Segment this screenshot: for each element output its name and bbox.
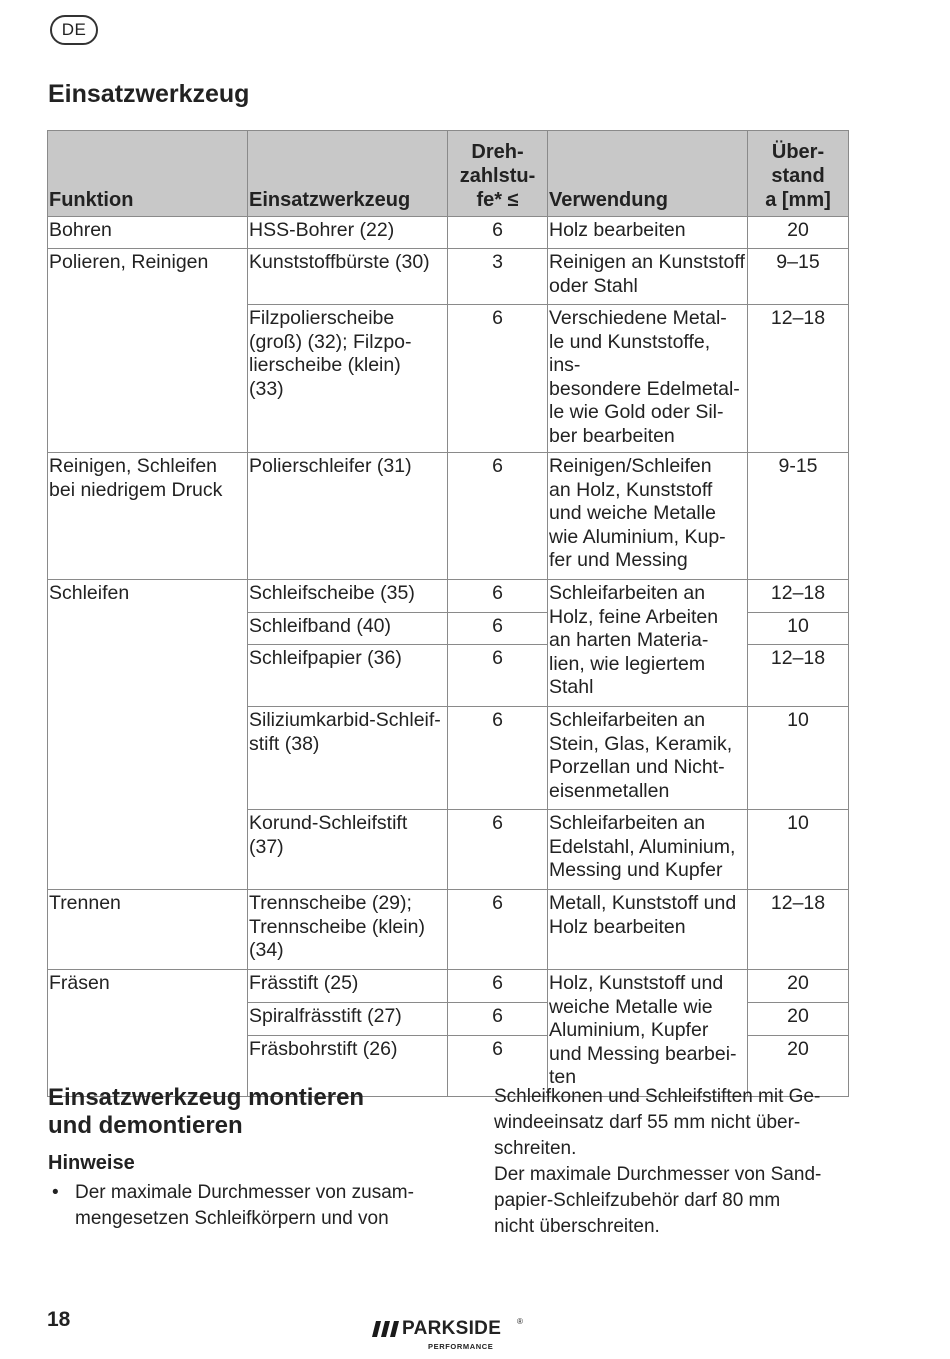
cell-ueberstand: 12–18 [748, 580, 849, 613]
cell-funktion: Schleifen [48, 580, 248, 890]
tool-table [47, 130, 849, 1097]
cell-werkzeug: Kunststoffbürste (30) [248, 249, 448, 305]
bullet-icon: • [52, 1182, 59, 1203]
hint-paragraph-1: Schleifkonen und Schleifstiften mit Ge- windeeinsatz darf 55 mm nicht über- schreiten. [494, 1086, 821, 1159]
cell-ueberstand: 20 [748, 1036, 849, 1097]
cell-funktion: Reinigen, Schleifen bei niedrigem Druck [48, 453, 248, 580]
cell-stufe: 6 [448, 217, 548, 249]
cell-verwendung: Holz, Kunststoff und weiche Metalle wie Aluminium, Kupfer und Messing bearbei- ten [548, 970, 748, 1097]
header-einsatzwerkzeug: Einsatzwerkzeug [248, 131, 448, 217]
cell-stufe: 6 [448, 810, 548, 890]
header-drehzahlstufe: Dreh- zahlstu- fe* ≤ [448, 131, 548, 217]
section-title: Einsatzwerkzeug montieren und demontieren [48, 1084, 365, 1139]
cell-stufe: 6 [448, 453, 548, 580]
table-row [48, 249, 849, 305]
cell-verwendung: Schleifarbeiten an Stein, Glas, Keramik, Porzellan und Nicht- eisenmetallen [548, 707, 748, 810]
cell-funktion: Bohren [48, 217, 248, 249]
cell-ueberstand: 20 [748, 217, 849, 249]
cell-stufe: 6 [448, 707, 548, 810]
brand-name: PARKSIDE [402, 1318, 502, 1339]
hint-paragraph-2: Der maximale Durchmesser von Sand- papier-Schleifzubehör darf 80 mm nicht überschreiten. [494, 1164, 822, 1237]
cell-funktion: Trennen [48, 890, 248, 970]
header-verwendung: Verwendung [548, 131, 748, 217]
cell-werkzeug: Siliziumkarbid-Schleif- stift (38) [248, 707, 448, 810]
cell-werkzeug: Schleifband (40) [248, 613, 448, 645]
cell-stufe: 6 [448, 970, 548, 1003]
cell-stufe: 3 [448, 249, 548, 305]
cell-werkzeug: Korund-Schleifstift (37) [248, 810, 448, 890]
hints-heading: Hinweise [48, 1152, 135, 1174]
logo-stripes-icon [372, 1321, 400, 1337]
cell-ueberstand: 12–18 [748, 305, 849, 453]
list-item [48, 1180, 438, 1232]
page-title: Einsatzwerkzeug [48, 80, 250, 108]
cell-verwendung: Verschiedene Metal- le und Kunststoffe, ins- besondere Edelmetal- le wie Gold oder Sil- ber bearbeiten [548, 305, 748, 453]
cell-stufe: 6 [448, 613, 548, 645]
cell-verwendung: Schleifarbeiten an Edelstahl, Aluminium, Messing und Kupfer [548, 810, 748, 890]
cell-verwendung: Schleifarbeiten an Holz, feine Arbeiten an harten Materia- lien, wie legiertem Stahl [548, 580, 748, 707]
table-row [48, 217, 849, 249]
cell-ueberstand: 20 [748, 1003, 849, 1036]
cell-funktion: Fräsen [48, 970, 248, 1097]
cell-werkzeug: Filzpolierscheibe (groß) (32); Filzpo- lierscheibe (klein) (33) [248, 305, 448, 453]
hint-continuation [494, 1084, 854, 1240]
table-row [48, 580, 849, 613]
hints-list [48, 1180, 438, 1232]
cell-werkzeug: Fräsbohrstift (26) [248, 1036, 448, 1097]
cell-stufe: 6 [448, 1003, 548, 1036]
cell-werkzeug: Spiralfrässtift (27) [248, 1003, 448, 1036]
cell-ueberstand: 10 [748, 810, 849, 890]
page-number: 18 [47, 1308, 71, 1331]
cell-ueberstand: 10 [748, 707, 849, 810]
table-row [48, 890, 849, 970]
cell-ueberstand: 10 [748, 613, 849, 645]
cell-verwendung: Reinigen an Kunststoff oder Stahl [548, 249, 748, 305]
cell-verwendung: Reinigen/Schleifen an Holz, Kunststoff und weiche Metalle wie Aluminium, Kup- fer und Messing [548, 453, 748, 580]
cell-stufe: 6 [448, 890, 548, 970]
table-row [48, 453, 849, 580]
cell-stufe: 6 [448, 645, 548, 707]
cell-werkzeug: Polierschleifer (31) [248, 453, 448, 580]
cell-verwendung: Metall, Kunststoff und Holz bearbeiten [548, 890, 748, 970]
brand-registered-mark: ® [517, 1317, 523, 1326]
cell-ueberstand: 9-15 [748, 453, 849, 580]
cell-verwendung: Holz bearbeiten [548, 217, 748, 249]
brand-logo [372, 1318, 532, 1352]
header-ueberstand: Über- stand a [mm] [748, 131, 849, 217]
cell-stufe: 6 [448, 580, 548, 613]
cell-werkzeug: Schleifpapier (36) [248, 645, 448, 707]
cell-werkzeug: HSS-Bohrer (22) [248, 217, 448, 249]
brand-subtitle: PERFORMANCE [428, 1342, 494, 1351]
cell-ueberstand: 9–15 [748, 249, 849, 305]
cell-funktion: Polieren, Reinigen [48, 249, 248, 453]
cell-werkzeug: Schleifscheibe (35) [248, 580, 448, 613]
table-header-row [48, 131, 849, 217]
table-row [48, 970, 849, 1003]
language-badge: DE [50, 15, 98, 45]
cell-stufe: 6 [448, 305, 548, 453]
cell-ueberstand: 20 [748, 970, 849, 1003]
cell-werkzeug: Trennscheibe (29); Trennscheibe (klein) (34) [248, 890, 448, 970]
header-funktion: Funktion [48, 131, 248, 217]
cell-werkzeug: Frässtift (25) [248, 970, 448, 1003]
cell-ueberstand: 12–18 [748, 645, 849, 707]
hint-text: Der maximale Durchmesser von zusam- mengesetzen Schleifkörpern und von [75, 1182, 414, 1229]
cell-stufe: 6 [448, 1036, 548, 1097]
cell-ueberstand: 12–18 [748, 890, 849, 970]
